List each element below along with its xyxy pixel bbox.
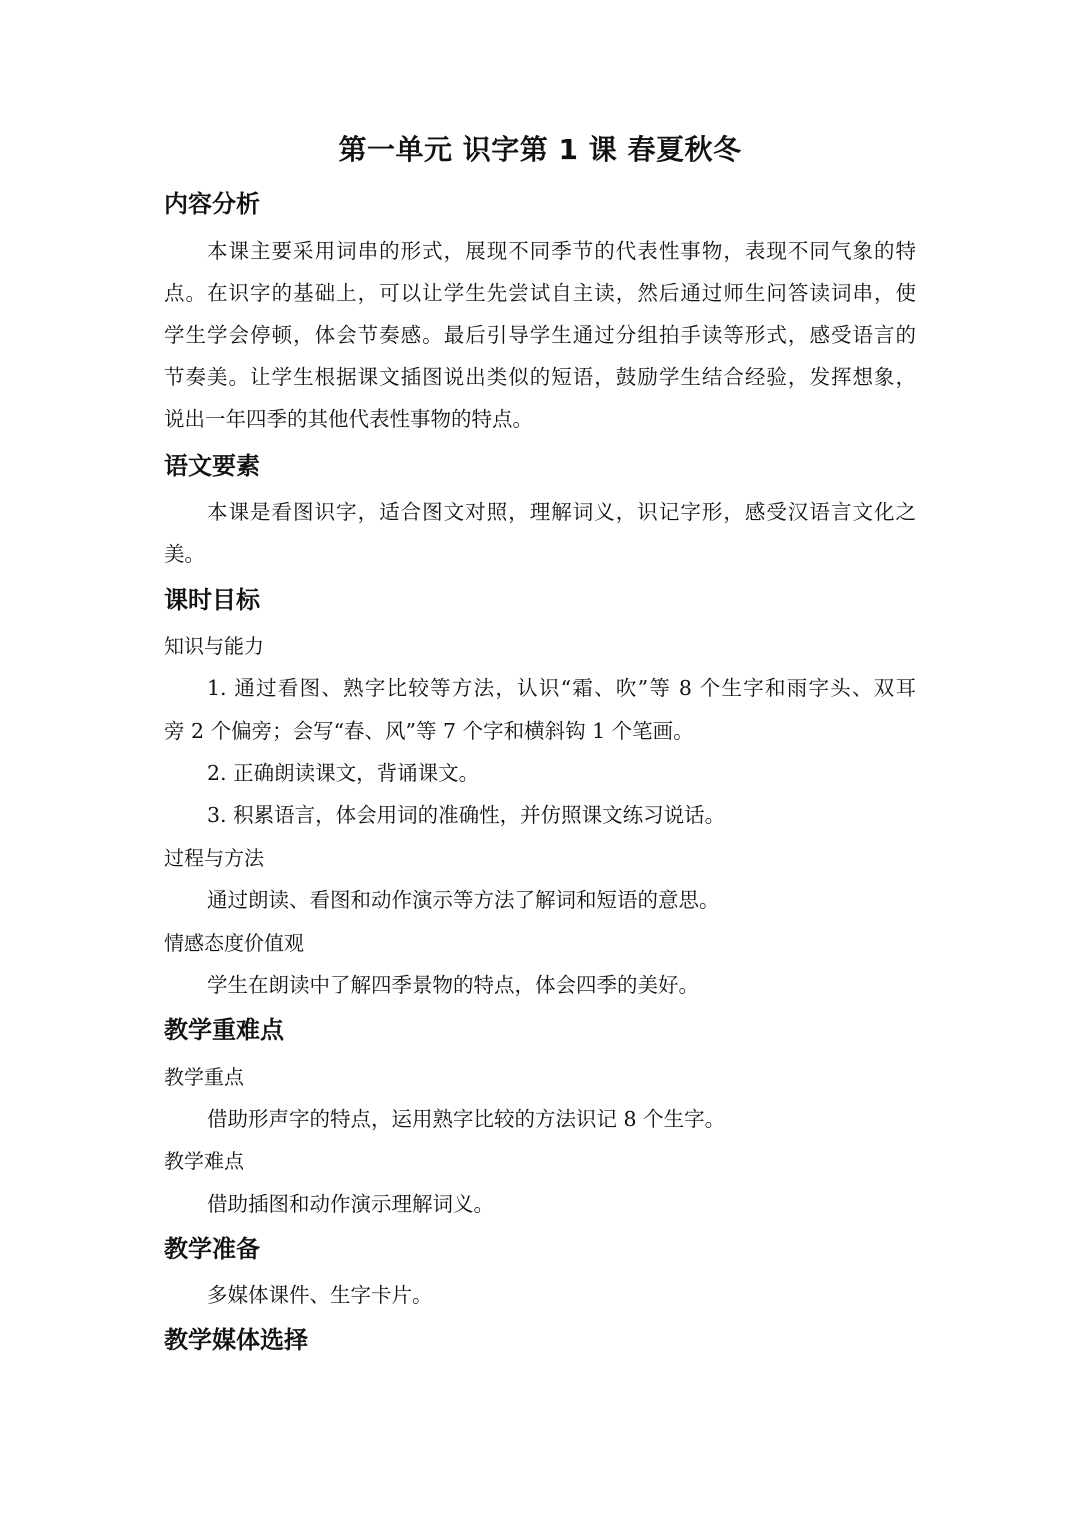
content-analysis-line-5: 说出一年四季的其他代表性事物的特点。 [164, 407, 533, 431]
teaching-focus-line-1: 借助形声字的特点，运用熟字比较的方法识记 8 个生字。 [207, 1107, 726, 1131]
knowledge-line-4: 3. 积累语言，体会用词的准确性，并仿照课文练习说话。 [207, 803, 726, 827]
content-analysis-line-2: 点。在识字的基础上，可以让学生先尝试自主读，然后通过师生问答读词串，使 [164, 281, 916, 305]
heading-teaching-media: 教学媒体选择 [164, 1326, 308, 1354]
heading-key-points: 教学重难点 [164, 1016, 284, 1044]
emotion-line-1: 学生在朗读中了解四季景物的特点，体会四季的美好。 [207, 973, 699, 997]
content-analysis-line-1: 本课主要采用词串的形式，展现不同季节的代表性事物，表现不同气象的特 [207, 239, 916, 263]
heading-language-elements: 语文要素 [164, 452, 260, 480]
content-analysis-line-3: 学生学会停顿，体会节奏感。最后引导学生通过分组拍手读等形式，感受语言的 [164, 323, 916, 347]
knowledge-line-2: 旁 2 个偏旁；会写“春、风”等 7 个字和横斜钩 1 个笔画。 [164, 719, 694, 743]
teaching-difficulty-line-1: 借助插图和动作演示理解词义。 [207, 1192, 494, 1216]
subheading-knowledge-ability: 知识与能力 [164, 634, 264, 658]
heading-content-analysis: 内容分析 [164, 190, 260, 218]
subheading-teaching-focus: 教学重点 [164, 1065, 244, 1089]
knowledge-line-3: 2. 正确朗读课文，背诵课文。 [207, 761, 480, 785]
subheading-teaching-difficulty: 教学难点 [164, 1149, 244, 1173]
subheading-emotion-values: 情感态度价值观 [164, 931, 304, 955]
language-elements-line-1: 本课是看图识字，适合图文对照，理解词义，识记字形，感受汉语言文化之 [207, 500, 916, 524]
knowledge-line-1: 1. 通过看图、熟字比较等方法，认识“霜、吹”等 8 个生字和雨字头、双耳 [207, 676, 916, 700]
content-analysis-line-4: 节奏美。让学生根据课文插图说出类似的短语，鼓励学生结合经验，发挥想象， [164, 365, 916, 389]
language-elements-line-2: 美。 [164, 542, 205, 566]
heading-lesson-goals: 课时目标 [164, 586, 260, 614]
heading-teaching-preparation: 教学准备 [164, 1235, 260, 1263]
page-title: 第一单元 识字第 1 课 春夏秋冬 [338, 133, 742, 166]
process-line-1: 通过朗读、看图和动作演示等方法了解词和短语的意思。 [207, 888, 720, 912]
teaching-preparation-line-1: 多媒体课件、生字卡片。 [207, 1283, 433, 1307]
subheading-process-method: 过程与方法 [164, 846, 264, 870]
